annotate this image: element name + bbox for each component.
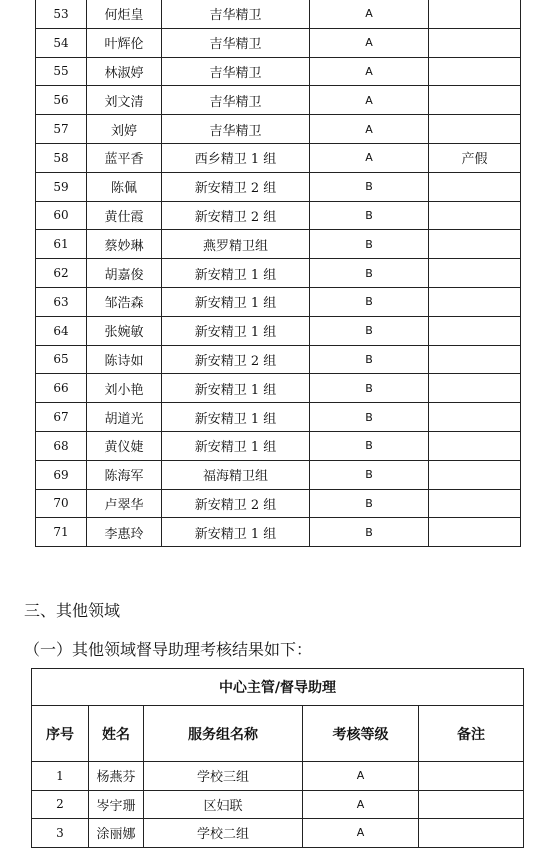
table-title-row bbox=[32, 669, 524, 706]
cell-no: 53 bbox=[36, 0, 87, 28]
table-row bbox=[36, 86, 521, 115]
header-note: 备注 bbox=[419, 706, 524, 762]
cell-name: 陈海军 bbox=[87, 460, 162, 489]
cell-note bbox=[429, 201, 521, 230]
table-row bbox=[36, 518, 521, 547]
cell-group: 区妇联 bbox=[144, 790, 303, 819]
cell-grade: A bbox=[310, 115, 429, 144]
cell-group: 吉华精卫 bbox=[162, 115, 310, 144]
cell-group: 新安精卫 1 组 bbox=[162, 403, 310, 432]
cell-note bbox=[419, 762, 524, 791]
section-heading: 三、其他领域 bbox=[24, 601, 121, 620]
cell-no: 1 bbox=[32, 762, 89, 791]
cell-group: 新安精卫 2 组 bbox=[162, 489, 310, 518]
table-row bbox=[36, 0, 521, 28]
cell-grade: B bbox=[310, 403, 429, 432]
cell-no: 2 bbox=[32, 790, 89, 819]
cell-name: 岑宇珊 bbox=[89, 790, 144, 819]
header-name: 姓名 bbox=[89, 706, 144, 762]
cell-grade: B bbox=[310, 345, 429, 374]
cell-grade: A bbox=[303, 819, 419, 848]
table-row bbox=[32, 790, 524, 819]
cell-name: 涂丽娜 bbox=[89, 819, 144, 848]
cell-name: 叶辉伦 bbox=[87, 28, 162, 57]
cell-name: 蔡妙琳 bbox=[87, 230, 162, 259]
cell-group: 新安精卫 2 组 bbox=[162, 201, 310, 230]
cell-group: 吉华精卫 bbox=[162, 86, 310, 115]
cell-no: 71 bbox=[36, 518, 87, 547]
cell-group: 学校二组 bbox=[144, 819, 303, 848]
header-grade: 考核等级 bbox=[303, 706, 419, 762]
cell-group: 新安精卫 1 组 bbox=[162, 316, 310, 345]
cell-grade: B bbox=[310, 460, 429, 489]
cell-note bbox=[429, 345, 521, 374]
table-row bbox=[36, 489, 521, 518]
cell-name: 刘婷 bbox=[87, 115, 162, 144]
cell-name: 张婉敏 bbox=[87, 316, 162, 345]
cell-no: 62 bbox=[36, 259, 87, 288]
cell-grade: B bbox=[310, 489, 429, 518]
cell-group: 新安精卫 1 组 bbox=[162, 287, 310, 316]
supervisor-assessment-table bbox=[31, 668, 524, 848]
cell-group: 新安精卫 2 组 bbox=[162, 172, 310, 201]
cell-grade: A bbox=[310, 143, 429, 172]
table-row bbox=[36, 259, 521, 288]
cell-note bbox=[429, 0, 521, 28]
cell-no: 63 bbox=[36, 287, 87, 316]
cell-note bbox=[429, 460, 521, 489]
cell-note bbox=[429, 172, 521, 201]
table-row bbox=[36, 143, 521, 172]
cell-grade: B bbox=[310, 201, 429, 230]
cell-name: 黄仪婕 bbox=[87, 431, 162, 460]
cell-group: 西乡精卫 1 组 bbox=[162, 143, 310, 172]
cell-group: 吉华精卫 bbox=[162, 28, 310, 57]
cell-grade: A bbox=[310, 57, 429, 86]
section-subheading: （一）其他领域督导助理考核结果如下： bbox=[24, 640, 313, 659]
table-title: 中心主管/督导助理 bbox=[32, 669, 524, 706]
table-row bbox=[36, 345, 521, 374]
cell-note bbox=[429, 259, 521, 288]
table-row bbox=[36, 201, 521, 230]
assessment-table-body bbox=[36, 0, 521, 547]
table-row bbox=[36, 374, 521, 403]
cell-note bbox=[419, 819, 524, 848]
cell-no: 65 bbox=[36, 345, 87, 374]
cell-name: 何炬皇 bbox=[87, 0, 162, 28]
cell-group: 新安精卫 2 组 bbox=[162, 345, 310, 374]
cell-no: 56 bbox=[36, 86, 87, 115]
cell-group: 吉华精卫 bbox=[162, 0, 310, 28]
table-header-row bbox=[32, 706, 524, 762]
table-row bbox=[32, 819, 524, 848]
cell-name: 胡嘉俊 bbox=[87, 259, 162, 288]
cell-note: 产假 bbox=[429, 143, 521, 172]
cell-group: 新安精卫 1 组 bbox=[162, 374, 310, 403]
cell-note bbox=[429, 86, 521, 115]
cell-grade: B bbox=[310, 259, 429, 288]
cell-grade: B bbox=[310, 230, 429, 259]
cell-note bbox=[419, 790, 524, 819]
header-no: 序号 bbox=[32, 706, 89, 762]
cell-no: 61 bbox=[36, 230, 87, 259]
table-row bbox=[32, 762, 524, 791]
cell-group: 吉华精卫 bbox=[162, 57, 310, 86]
cell-no: 57 bbox=[36, 115, 87, 144]
cell-no: 54 bbox=[36, 28, 87, 57]
cell-name: 黄仕霞 bbox=[87, 201, 162, 230]
cell-name: 蓝平香 bbox=[87, 143, 162, 172]
cell-grade: B bbox=[310, 431, 429, 460]
cell-no: 67 bbox=[36, 403, 87, 432]
cell-name: 胡道光 bbox=[87, 403, 162, 432]
cell-no: 66 bbox=[36, 374, 87, 403]
table-row bbox=[36, 287, 521, 316]
cell-no: 60 bbox=[36, 201, 87, 230]
cell-no: 70 bbox=[36, 489, 87, 518]
cell-group: 福海精卫组 bbox=[162, 460, 310, 489]
cell-grade: A bbox=[310, 28, 429, 57]
cell-no: 68 bbox=[36, 431, 87, 460]
cell-name: 卢翠华 bbox=[87, 489, 162, 518]
cell-note bbox=[429, 28, 521, 57]
cell-note bbox=[429, 374, 521, 403]
cell-note bbox=[429, 57, 521, 86]
cell-no: 59 bbox=[36, 172, 87, 201]
cell-grade: A bbox=[310, 0, 429, 28]
table-row bbox=[36, 431, 521, 460]
cell-group: 燕罗精卫组 bbox=[162, 230, 310, 259]
cell-note bbox=[429, 316, 521, 345]
cell-no: 3 bbox=[32, 819, 89, 848]
cell-grade: B bbox=[310, 316, 429, 345]
cell-name: 陈诗如 bbox=[87, 345, 162, 374]
cell-note bbox=[429, 489, 521, 518]
cell-grade: A bbox=[310, 86, 429, 115]
cell-note bbox=[429, 431, 521, 460]
cell-grade: B bbox=[310, 172, 429, 201]
cell-name: 林淑婷 bbox=[87, 57, 162, 86]
cell-no: 58 bbox=[36, 143, 87, 172]
cell-name: 李惠玲 bbox=[87, 518, 162, 547]
cell-group: 学校三组 bbox=[144, 762, 303, 791]
cell-group: 新安精卫 1 组 bbox=[162, 259, 310, 288]
table-row bbox=[36, 460, 521, 489]
supervisor-table-body bbox=[32, 669, 524, 848]
cell-note bbox=[429, 115, 521, 144]
cell-group: 新安精卫 1 组 bbox=[162, 518, 310, 547]
table-row bbox=[36, 57, 521, 86]
table-row bbox=[36, 115, 521, 144]
cell-name: 刘文清 bbox=[87, 86, 162, 115]
cell-grade: B bbox=[310, 287, 429, 316]
cell-name: 邹浩森 bbox=[87, 287, 162, 316]
cell-no: 64 bbox=[36, 316, 87, 345]
cell-grade: A bbox=[303, 762, 419, 791]
cell-grade: B bbox=[310, 374, 429, 403]
cell-no: 69 bbox=[36, 460, 87, 489]
table-row bbox=[36, 316, 521, 345]
table-row bbox=[36, 403, 521, 432]
cell-note bbox=[429, 518, 521, 547]
table-row bbox=[36, 28, 521, 57]
cell-no: 55 bbox=[36, 57, 87, 86]
header-group: 服务组名称 bbox=[144, 706, 303, 762]
cell-note bbox=[429, 230, 521, 259]
cell-note bbox=[429, 403, 521, 432]
table-row bbox=[36, 230, 521, 259]
cell-name: 杨燕芬 bbox=[89, 762, 144, 791]
assessment-table-continued bbox=[35, 0, 521, 547]
cell-note bbox=[429, 287, 521, 316]
cell-grade: B bbox=[310, 518, 429, 547]
cell-group: 新安精卫 1 组 bbox=[162, 431, 310, 460]
table-row bbox=[36, 172, 521, 201]
cell-grade: A bbox=[303, 790, 419, 819]
cell-name: 陈佩 bbox=[87, 172, 162, 201]
cell-name: 刘小艳 bbox=[87, 374, 162, 403]
